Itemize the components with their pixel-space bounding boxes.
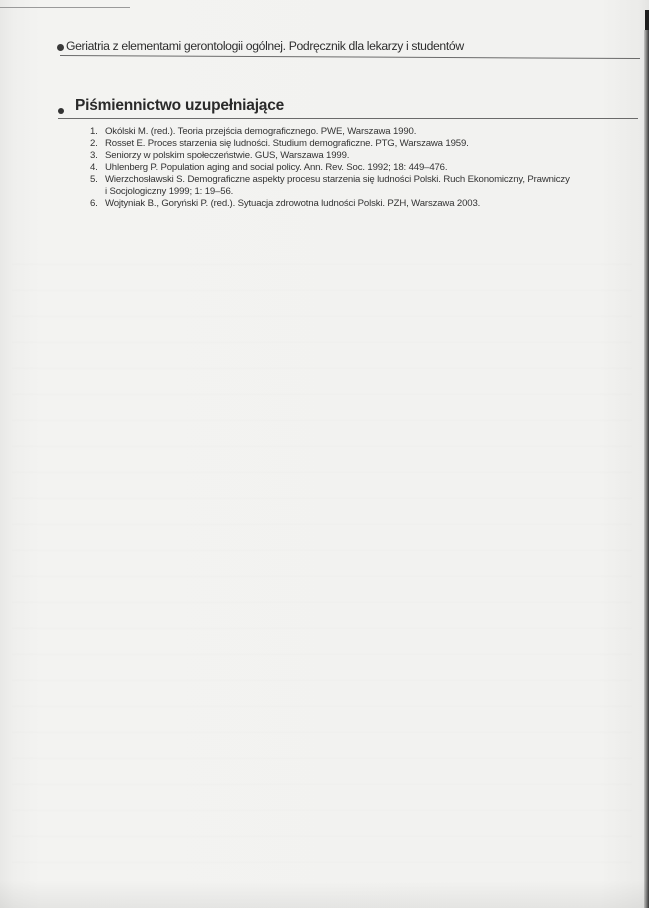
reference-item [90,150,610,162]
reference-item [90,162,610,174]
reference-number: 3. [90,150,98,161]
reference-number: 1. [90,126,98,137]
reference-item [90,198,610,210]
reference-text: Wojtyniak B., Goryński P. (red.). Sytuacja zdrowotna ludności Polski. PZH, Warszawa 2003. [105,198,481,209]
running-header-text: Geriatria z elementami gerontologii ogólnej. Podręcznik dla lekarzy i studentów [66,39,464,53]
reference-number: 2. [90,138,98,149]
reference-text: i Socjologiczny 1999; 1: 19–56. [105,186,234,197]
bullet-icon [57,44,64,51]
reference-text: Wierzchosławski S. Demograficzne aspekty procesu starzenia się ludności Polski. Ruch Ekonomiczny, Prawniczy [105,174,570,185]
reference-text: Seniorzy w polskim społeczeństwie. GUS, Warszawa 1999. [105,150,350,161]
section-rule [58,118,638,119]
reference-item [90,126,610,138]
reference-text: Rosset E. Proces starzenia się ludności. Studium demograficzne. PTG, Warszawa 1959. [105,138,469,149]
reference-text: Okólski M. (red.). Teoria przejścia demograficznego. PWE, Warszawa 1990. [105,126,417,137]
reference-number: 6. [90,198,98,209]
top-edge-rule [0,7,130,8]
reference-list [90,126,610,210]
bottom-shade [0,880,649,908]
bullet-icon [58,108,64,114]
reference-number: 4. [90,162,98,173]
reference-item [90,138,610,150]
reference-text: Uhlenberg P. Population aging and social policy. Ann. Rev. Soc. 1992; 18: 449–476. [105,162,448,173]
reference-item [90,174,610,198]
paper-texture [12,240,632,880]
page-binding-edge [644,30,649,908]
section-title: Piśmiennictwo uzupełniające [75,97,285,114]
reference-number: 5. [90,174,98,185]
